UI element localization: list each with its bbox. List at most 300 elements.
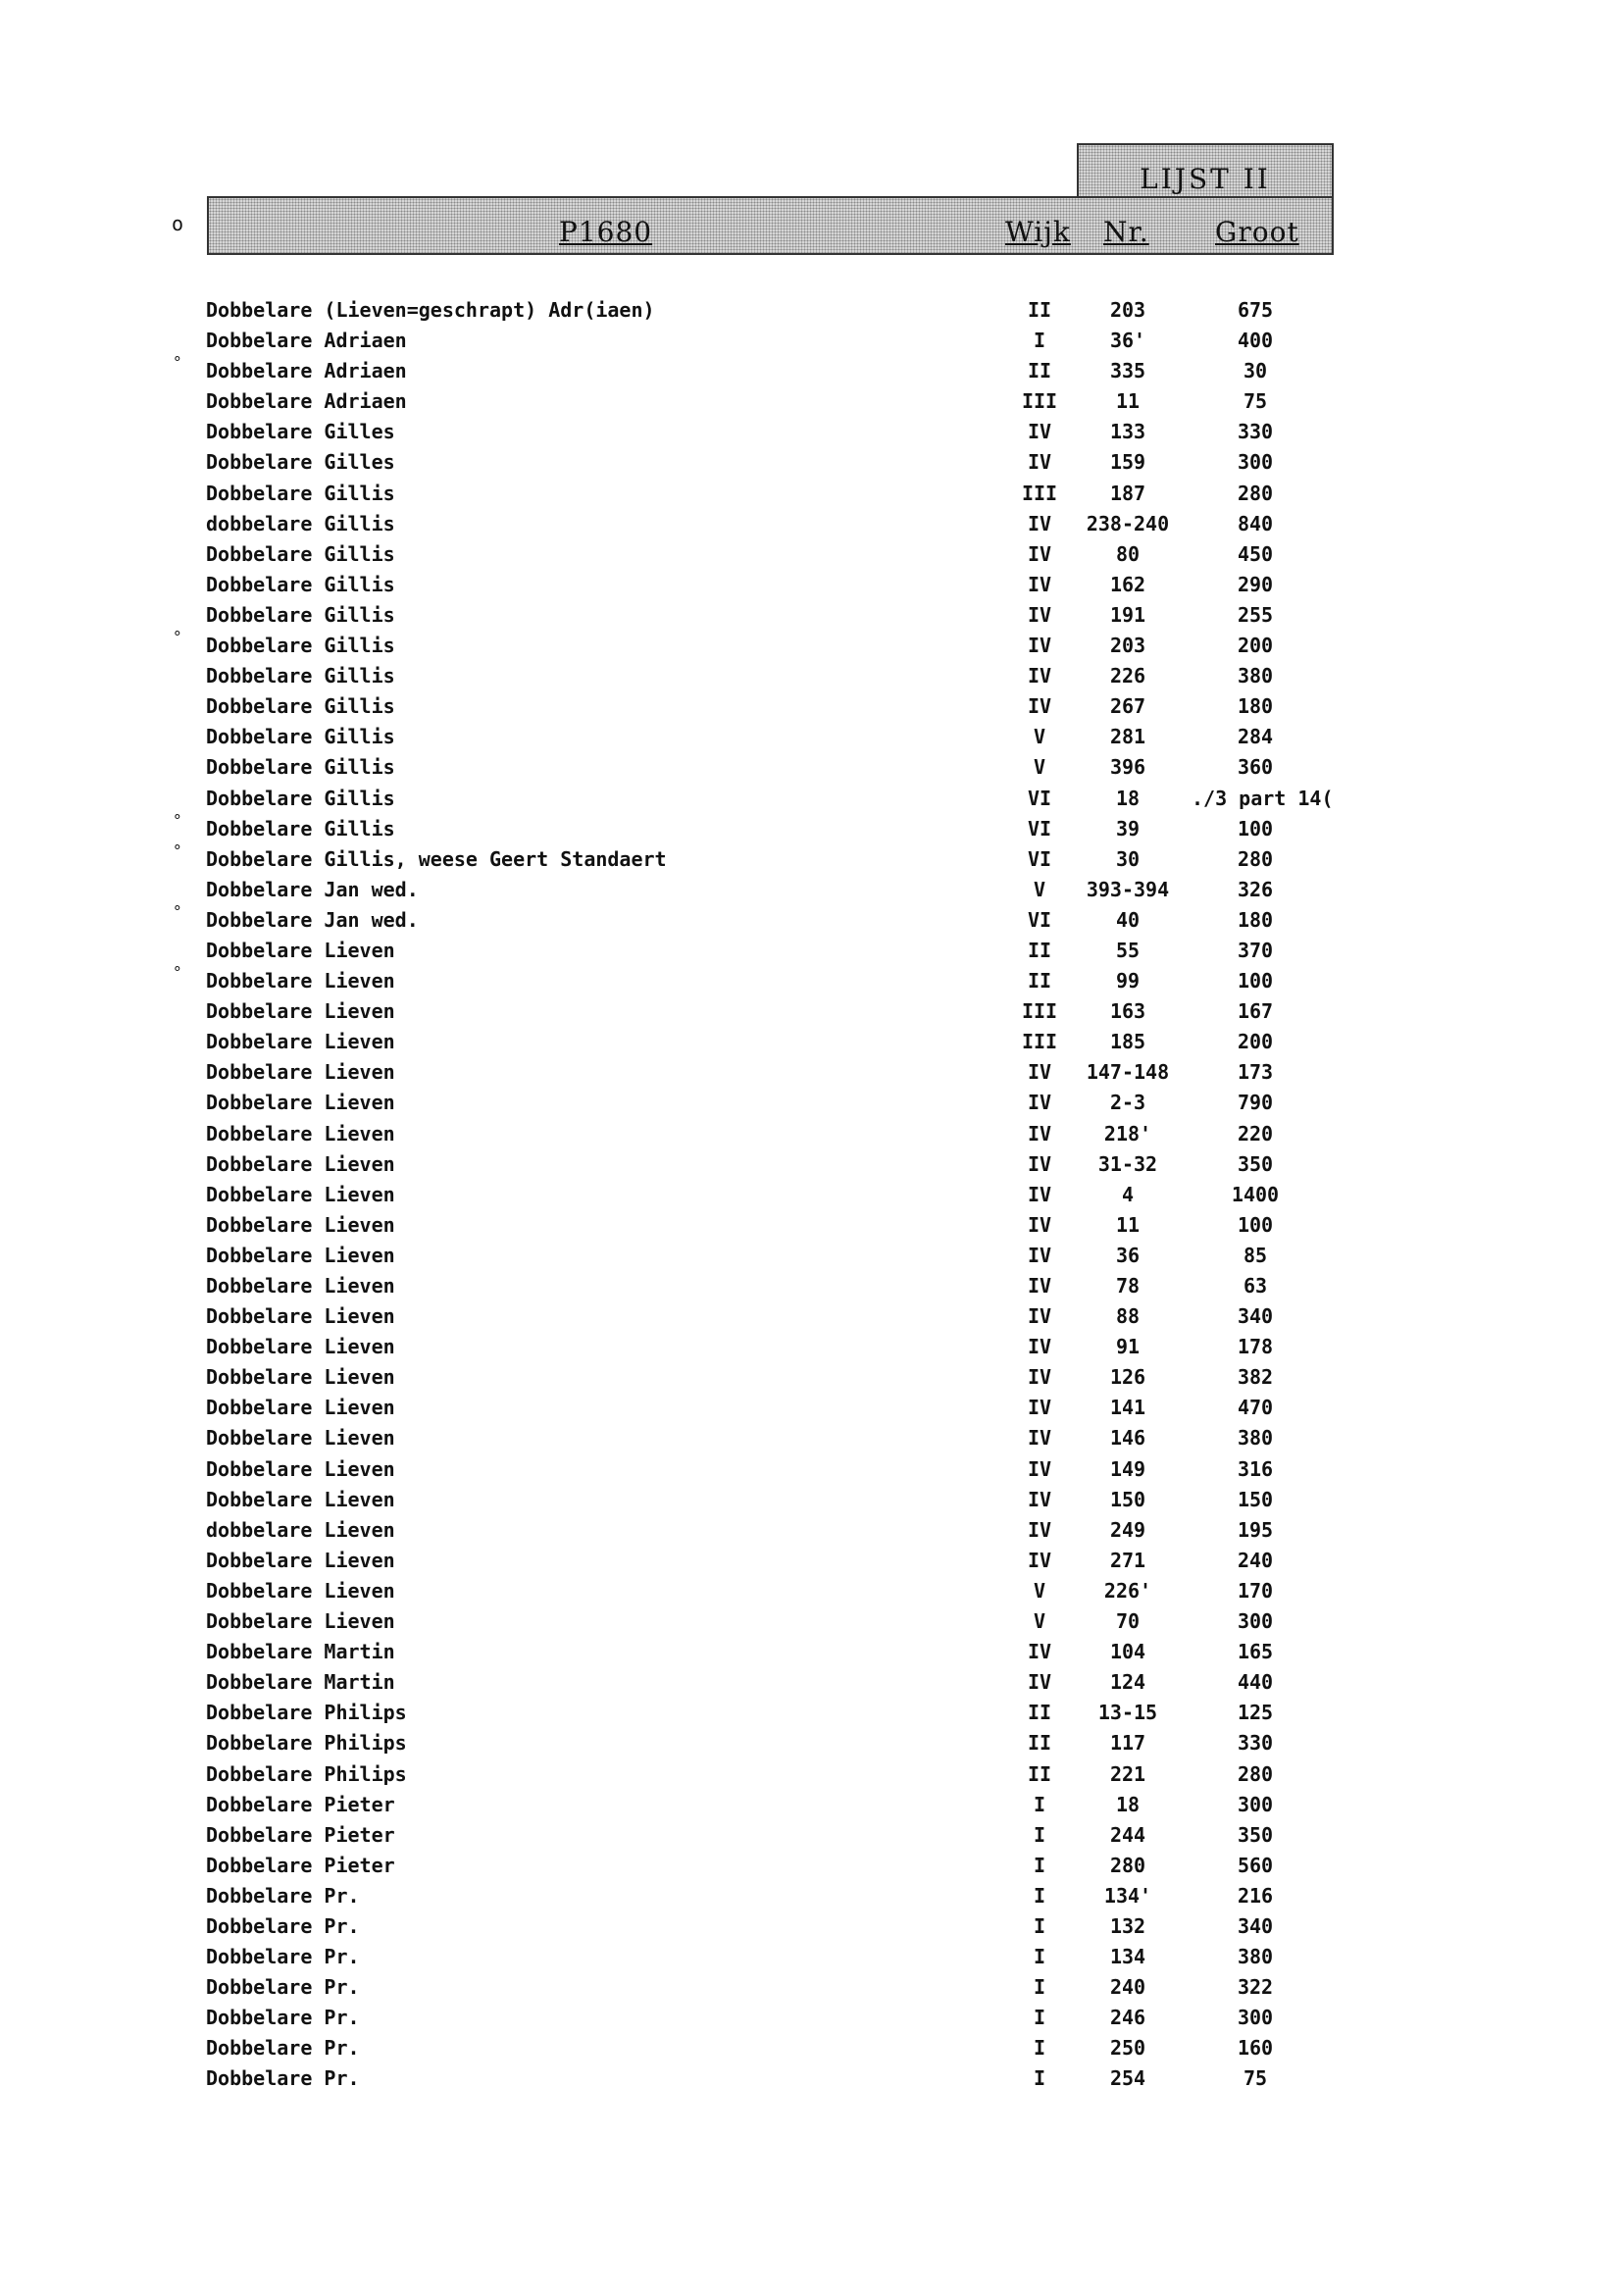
groot-cell: 167 [1237, 999, 1274, 1024]
wijk-cell: IV [1027, 1091, 1052, 1115]
table-row [0, 1549, 1624, 1579]
groot-cell: 340 [1237, 1913, 1274, 1938]
table-row [0, 628, 1624, 664]
nr-cell: 132 [1109, 1913, 1146, 1938]
wijk-cell: V [1033, 755, 1046, 780]
person-name: Dobbelare Gillis [206, 786, 395, 810]
nr-cell: 117 [1109, 1731, 1146, 1756]
person-name: Dobbelare Lieven [206, 1578, 395, 1603]
person-name: Dobbelare Pr. [206, 1913, 360, 1938]
table-row [0, 787, 1624, 817]
groot-cell: 165 [1237, 1640, 1274, 1664]
nr-cell: 36 [1115, 1243, 1141, 1267]
person-name: Dobbelare Gillis [206, 481, 395, 505]
person-name: Dobbelare Gillis [206, 541, 395, 566]
person-name: Dobbelare Lieven [206, 1151, 395, 1176]
wijk-cell: II [1027, 298, 1052, 322]
nr-cell: 246 [1109, 2006, 1146, 2030]
groot-cell: 240 [1237, 1548, 1274, 1572]
groot-cell: 280 [1237, 1761, 1274, 1786]
table-row [0, 939, 1624, 969]
groot-cell: 300 [1237, 450, 1274, 475]
groot-cell: 470 [1237, 1396, 1274, 1420]
wijk-cell: IV [1027, 1670, 1052, 1695]
table-row [0, 1884, 1624, 1914]
table-row [0, 755, 1624, 786]
wijk-cell: IV [1027, 694, 1052, 719]
wijk-cell: I [1033, 1975, 1046, 2000]
nr-cell: 80 [1115, 541, 1141, 566]
nr-cell: 11 [1115, 389, 1141, 414]
nr-cell: 126 [1109, 1365, 1146, 1390]
groot-cell: 75 [1243, 2066, 1268, 2091]
table-row [0, 1609, 1624, 1640]
nr-cell: 280 [1109, 1853, 1146, 1877]
groot-cell: 316 [1237, 1456, 1274, 1481]
table-row [0, 694, 1624, 725]
nr-cell: 13-15 [1097, 1701, 1158, 1725]
groot-cell: 300 [1237, 2006, 1274, 2030]
nr-cell: 11 [1115, 1212, 1141, 1237]
person-name: Dobbelare Adriaen [206, 359, 407, 383]
nr-cell: 187 [1109, 481, 1146, 505]
nr-cell: 55 [1115, 938, 1141, 962]
person-name: Dobbelare Lieven [206, 1548, 395, 1572]
table-row [0, 725, 1624, 755]
nr-cell: 335 [1109, 359, 1146, 383]
nr-cell: 36' [1109, 329, 1146, 353]
person-name: dobbelare Gillis [206, 511, 395, 535]
groot-cell: 75 [1243, 389, 1268, 414]
person-name: Dobbelare Philips [206, 1701, 407, 1725]
table-row [0, 603, 1624, 634]
person-name: Dobbelare Gillis [206, 602, 395, 627]
nr-cell: 226 [1109, 664, 1146, 688]
column-header-groot: Groot [1215, 216, 1299, 248]
groot-cell: 100 [1237, 816, 1274, 840]
groot-cell: 100 [1237, 1212, 1274, 1237]
groot-cell: 173 [1237, 1060, 1274, 1085]
groot-cell: 380 [1237, 664, 1274, 688]
nr-cell: 185 [1109, 1030, 1146, 1054]
nr-cell: 40 [1115, 907, 1141, 932]
wijk-cell: IV [1027, 602, 1052, 627]
wijk-cell: IV [1027, 1640, 1052, 1664]
table-row [0, 1060, 1624, 1091]
table-row [0, 1274, 1624, 1304]
person-name: Dobbelare (Lieven=geschrapt) Adr(iaen) [206, 298, 655, 322]
nr-cell: 240 [1109, 1975, 1146, 2000]
person-name: Dobbelare Gillis [206, 664, 395, 688]
person-name: Dobbelare Lieven [206, 1335, 395, 1359]
wijk-cell: II [1027, 969, 1052, 993]
nr-cell: 254 [1109, 2066, 1146, 2091]
table-row [0, 2006, 1624, 2036]
person-name: Dobbelare Lieven [206, 1030, 395, 1054]
wijk-cell: IV [1027, 1274, 1052, 1298]
table-row [0, 1579, 1624, 1609]
nr-cell: 396 [1109, 755, 1146, 780]
groot-cell: 380 [1237, 1426, 1274, 1451]
person-name: Dobbelare Lieven [206, 1396, 395, 1420]
nr-cell: 146 [1109, 1426, 1146, 1451]
table-row [0, 482, 1624, 512]
wijk-cell: I [1033, 1913, 1046, 1938]
nr-cell: 149 [1109, 1456, 1146, 1481]
wijk-cell: I [1033, 1945, 1046, 1969]
nr-cell: 271 [1109, 1548, 1146, 1572]
column-header-nr: Nr. [1103, 216, 1149, 248]
wijk-cell: V [1033, 877, 1046, 901]
person-name: Dobbelare Jan wed. [206, 907, 419, 932]
wijk-cell: IV [1027, 1243, 1052, 1267]
table-row [0, 389, 1624, 420]
person-name: Dobbelare Pieter [206, 1822, 395, 1847]
wijk-cell: VI [1027, 786, 1052, 810]
wijk-cell: IV [1027, 664, 1052, 688]
table-row [0, 1213, 1624, 1244]
table-row [0, 542, 1624, 573]
nr-cell: 134 [1109, 1945, 1146, 1969]
wijk-cell: II [1027, 1731, 1052, 1756]
groot-cell: ./3 part 14( [1192, 786, 1334, 810]
wijk-cell: V [1033, 725, 1046, 749]
wijk-cell: I [1033, 2006, 1046, 2030]
person-name: Dobbelare Lieven [206, 969, 395, 993]
table-row [0, 1426, 1624, 1456]
person-name: Dobbelare Lieven [206, 1091, 395, 1115]
nr-cell: 203 [1109, 634, 1146, 658]
nr-cell: 70 [1115, 1609, 1141, 1634]
nr-cell: 203 [1109, 298, 1146, 322]
nr-cell: 147-148 [1086, 1060, 1170, 1085]
table-row [0, 1914, 1624, 1945]
nr-cell: 191 [1109, 602, 1146, 627]
table-row [0, 298, 1624, 329]
nr-cell: 134' [1103, 1883, 1152, 1908]
wijk-cell: IV [1027, 541, 1052, 566]
wijk-cell: III [1021, 481, 1058, 505]
person-name: Dobbelare Pr. [206, 2066, 360, 2091]
table-row [0, 1030, 1624, 1060]
wijk-cell: IV [1027, 1335, 1052, 1359]
table-row [0, 1365, 1624, 1396]
table-row [0, 1122, 1624, 1152]
table-row [0, 1823, 1624, 1854]
nr-cell: 78 [1115, 1274, 1141, 1298]
table-row [0, 353, 1624, 389]
groot-cell: 125 [1237, 1701, 1274, 1725]
nr-cell: 31-32 [1097, 1151, 1158, 1176]
groot-cell: 200 [1237, 634, 1274, 658]
table-row [0, 1731, 1624, 1761]
nr-cell: 2-3 [1109, 1091, 1146, 1115]
nr-cell: 249 [1109, 1517, 1146, 1542]
table-row [0, 1091, 1624, 1121]
table-row [0, 1488, 1624, 1518]
groot-cell: 450 [1237, 541, 1274, 566]
wijk-cell: I [1033, 2066, 1046, 2091]
groot-cell: 100 [1237, 969, 1274, 993]
wijk-cell: II [1027, 1761, 1052, 1786]
person-name: Dobbelare Lieven [206, 1487, 395, 1511]
wijk-cell: I [1033, 329, 1046, 353]
person-name: Dobbelare Gillis [206, 755, 395, 780]
wijk-cell: III [1021, 1030, 1058, 1054]
wijk-cell: IV [1027, 1548, 1052, 1572]
list-number-box [1077, 143, 1334, 198]
table-row [0, 878, 1624, 908]
groot-cell: 180 [1237, 907, 1274, 932]
person-name: Dobbelare Pr. [206, 2006, 360, 2030]
table-row [0, 1183, 1624, 1213]
nr-cell: 150 [1109, 1487, 1146, 1511]
person-name: Dobbelare Lieven [206, 1426, 395, 1451]
wijk-cell: I [1033, 2036, 1046, 2061]
wijk-cell: IV [1027, 1060, 1052, 1085]
wijk-cell: III [1021, 389, 1058, 414]
groot-cell: 326 [1237, 877, 1274, 901]
person-name: Dobbelare Lieven [206, 1365, 395, 1390]
person-name: Dobbelare Gilles [206, 420, 395, 444]
wijk-cell: II [1027, 359, 1052, 383]
wijk-cell: I [1033, 1853, 1046, 1877]
wijk-cell: IV [1027, 1151, 1052, 1176]
groot-cell: 30 [1243, 359, 1268, 383]
nr-cell: 221 [1109, 1761, 1146, 1786]
table-row [0, 963, 1624, 999]
groot-cell: 675 [1237, 298, 1274, 322]
groot-cell: 350 [1237, 1822, 1274, 1847]
groot-cell: 255 [1237, 602, 1274, 627]
table-row [0, 1762, 1624, 1793]
wijk-cell: IV [1027, 1121, 1052, 1146]
table-row [0, 450, 1624, 481]
wijk-cell: IV [1027, 450, 1052, 475]
nr-cell: 244 [1109, 1822, 1146, 1847]
table-row [0, 1793, 1624, 1823]
table-row [0, 664, 1624, 694]
person-name: Dobbelare Lieven [206, 1456, 395, 1481]
groot-cell: 360 [1237, 755, 1274, 780]
groot-cell: 340 [1237, 1304, 1274, 1329]
person-name: Dobbelare Lieven [206, 1212, 395, 1237]
wijk-cell: IV [1027, 1456, 1052, 1481]
row-marker: ° [173, 901, 182, 921]
row-marker: ° [173, 963, 182, 983]
table-row [0, 1457, 1624, 1488]
nr-cell: 99 [1115, 969, 1141, 993]
nr-cell: 281 [1109, 725, 1146, 749]
nr-cell: 238-240 [1086, 511, 1170, 535]
groot-cell: 380 [1237, 1945, 1274, 1969]
table-header-bar [207, 196, 1334, 255]
groot-cell: 300 [1237, 1609, 1274, 1634]
person-name: Dobbelare Lieven [206, 1304, 395, 1329]
person-name: Dobbelare Gillis [206, 634, 395, 658]
nr-cell: 133 [1109, 420, 1146, 444]
groot-cell: 440 [1237, 1670, 1274, 1695]
person-name: Dobbelare Lieven [206, 1609, 395, 1634]
person-name: Dobbelare Lieven [206, 1274, 395, 1298]
table-row [0, 999, 1624, 1030]
nr-cell: 124 [1109, 1670, 1146, 1695]
nr-cell: 226' [1103, 1578, 1152, 1603]
groot-cell: 150 [1237, 1487, 1274, 1511]
person-name: Dobbelare Lieven [206, 938, 395, 962]
wijk-cell: IV [1027, 1365, 1052, 1390]
header-marker: o [172, 212, 184, 235]
person-name: Dobbelare Pieter [206, 1853, 395, 1877]
groot-cell: 200 [1237, 1030, 1274, 1054]
row-marker: ° [173, 628, 182, 647]
person-name: Dobbelare Gillis [206, 816, 395, 840]
table-row [0, 901, 1624, 939]
groot-cell: 220 [1237, 1121, 1274, 1146]
page-title: P1680 [559, 216, 653, 248]
groot-cell: 322 [1237, 1975, 1274, 2000]
table-row [0, 1152, 1624, 1183]
nr-cell: 218' [1103, 1121, 1152, 1146]
person-name: Dobbelare Gilles [206, 450, 395, 475]
table-row [0, 810, 1624, 847]
nr-cell: 159 [1109, 450, 1146, 475]
groot-cell: 1400 [1231, 1182, 1280, 1206]
person-name: Dobbelare Martin [206, 1670, 395, 1695]
column-header-wijk: Wijk [1005, 216, 1071, 248]
wijk-cell: II [1027, 1701, 1052, 1725]
wijk-cell: IV [1027, 1182, 1052, 1206]
person-name: Dobbelare Adriaen [206, 389, 407, 414]
groot-cell: 400 [1237, 329, 1274, 353]
record-list [0, 298, 1624, 2098]
wijk-cell: IV [1027, 572, 1052, 596]
wijk-cell: IV [1027, 1396, 1052, 1420]
wijk-cell: IV [1027, 1426, 1052, 1451]
wijk-cell: VI [1027, 816, 1052, 840]
table-row [0, 1335, 1624, 1365]
table-row [0, 1854, 1624, 1884]
wijk-cell: IV [1027, 420, 1052, 444]
wijk-cell: IV [1027, 1212, 1052, 1237]
wijk-cell: I [1033, 1792, 1046, 1816]
wijk-cell: IV [1027, 1304, 1052, 1329]
person-name: Dobbelare Pr. [206, 2036, 360, 2061]
groot-cell: 300 [1237, 1792, 1274, 1816]
wijk-cell: IV [1027, 1487, 1052, 1511]
person-name: Dobbelare Philips [206, 1761, 407, 1786]
table-row [0, 1670, 1624, 1701]
groot-cell: 560 [1237, 1853, 1274, 1877]
wijk-cell: IV [1027, 511, 1052, 535]
nr-cell: 162 [1109, 572, 1146, 596]
groot-cell: 790 [1237, 1091, 1274, 1115]
table-row [0, 1945, 1624, 1975]
wijk-cell: II [1027, 938, 1052, 962]
groot-cell: 290 [1237, 572, 1274, 596]
nr-cell: 250 [1109, 2036, 1146, 2061]
groot-cell: 280 [1237, 481, 1274, 505]
groot-cell: 330 [1237, 1731, 1274, 1756]
nr-cell: 39 [1115, 816, 1141, 840]
table-row [0, 420, 1624, 450]
groot-cell: 284 [1237, 725, 1274, 749]
nr-cell: 4 [1121, 1182, 1135, 1206]
table-row [0, 1304, 1624, 1335]
wijk-cell: III [1021, 999, 1058, 1024]
nr-cell: 88 [1115, 1304, 1141, 1329]
row-marker: ° [173, 810, 182, 830]
table-row [0, 840, 1624, 878]
table-row [0, 1640, 1624, 1670]
groot-cell: 840 [1237, 511, 1274, 535]
wijk-cell: IV [1027, 634, 1052, 658]
wijk-cell: VI [1027, 846, 1052, 871]
table-row [0, 2036, 1624, 2066]
wijk-cell: I [1033, 1822, 1046, 1847]
groot-cell: 350 [1237, 1151, 1274, 1176]
nr-cell: 91 [1115, 1335, 1141, 1359]
nr-cell: 104 [1109, 1640, 1146, 1664]
groot-cell: 330 [1237, 420, 1274, 444]
wijk-cell: IV [1027, 1517, 1052, 1542]
table-row [0, 1518, 1624, 1549]
wijk-cell: V [1033, 1578, 1046, 1603]
person-name: Dobbelare Lieven [206, 1182, 395, 1206]
list-number-label: LIJST II [1140, 163, 1271, 195]
wijk-cell: I [1033, 1883, 1046, 1908]
groot-cell: 160 [1237, 2036, 1274, 2061]
table-row [0, 1975, 1624, 2006]
wijk-cell: V [1033, 1609, 1046, 1634]
groot-cell: 178 [1237, 1335, 1274, 1359]
table-row [0, 329, 1624, 359]
groot-cell: 63 [1243, 1274, 1268, 1298]
person-name: Dobbelare Gillis, weese Geert Standaert [206, 846, 667, 871]
nr-cell: 267 [1109, 694, 1146, 719]
person-name: Dobbelare Lieven [206, 1060, 395, 1085]
nr-cell: 18 [1115, 786, 1141, 810]
wijk-cell: VI [1027, 907, 1052, 932]
table-row [0, 1701, 1624, 1731]
person-name: Dobbelare Gillis [206, 572, 395, 596]
person-name: Dobbelare Gillis [206, 694, 395, 719]
groot-cell: 85 [1243, 1243, 1268, 1267]
person-name: Dobbelare Lieven [206, 999, 395, 1024]
person-name: Dobbelare Lieven [206, 1243, 395, 1267]
person-name: Dobbelare Jan wed. [206, 877, 419, 901]
groot-cell: 280 [1237, 846, 1274, 871]
table-row [0, 1396, 1624, 1426]
groot-cell: 382 [1237, 1365, 1274, 1390]
person-name: Dobbelare Pr. [206, 1883, 360, 1908]
table-row [0, 512, 1624, 542]
groot-cell: 195 [1237, 1517, 1274, 1542]
row-marker: ° [173, 840, 182, 860]
row-marker: ° [173, 353, 182, 373]
person-name: Dobbelare Philips [206, 1731, 407, 1756]
table-row [0, 2066, 1624, 2097]
person-name: Dobbelare Pr. [206, 1945, 360, 1969]
person-name: Dobbelare Martin [206, 1640, 395, 1664]
groot-cell: 370 [1237, 938, 1274, 962]
nr-cell: 163 [1109, 999, 1146, 1024]
groot-cell: 180 [1237, 694, 1274, 719]
person-name: Dobbelare Gillis [206, 725, 395, 749]
nr-cell: 18 [1115, 1792, 1141, 1816]
nr-cell: 141 [1109, 1396, 1146, 1420]
person-name: Dobbelare Lieven [206, 1121, 395, 1146]
